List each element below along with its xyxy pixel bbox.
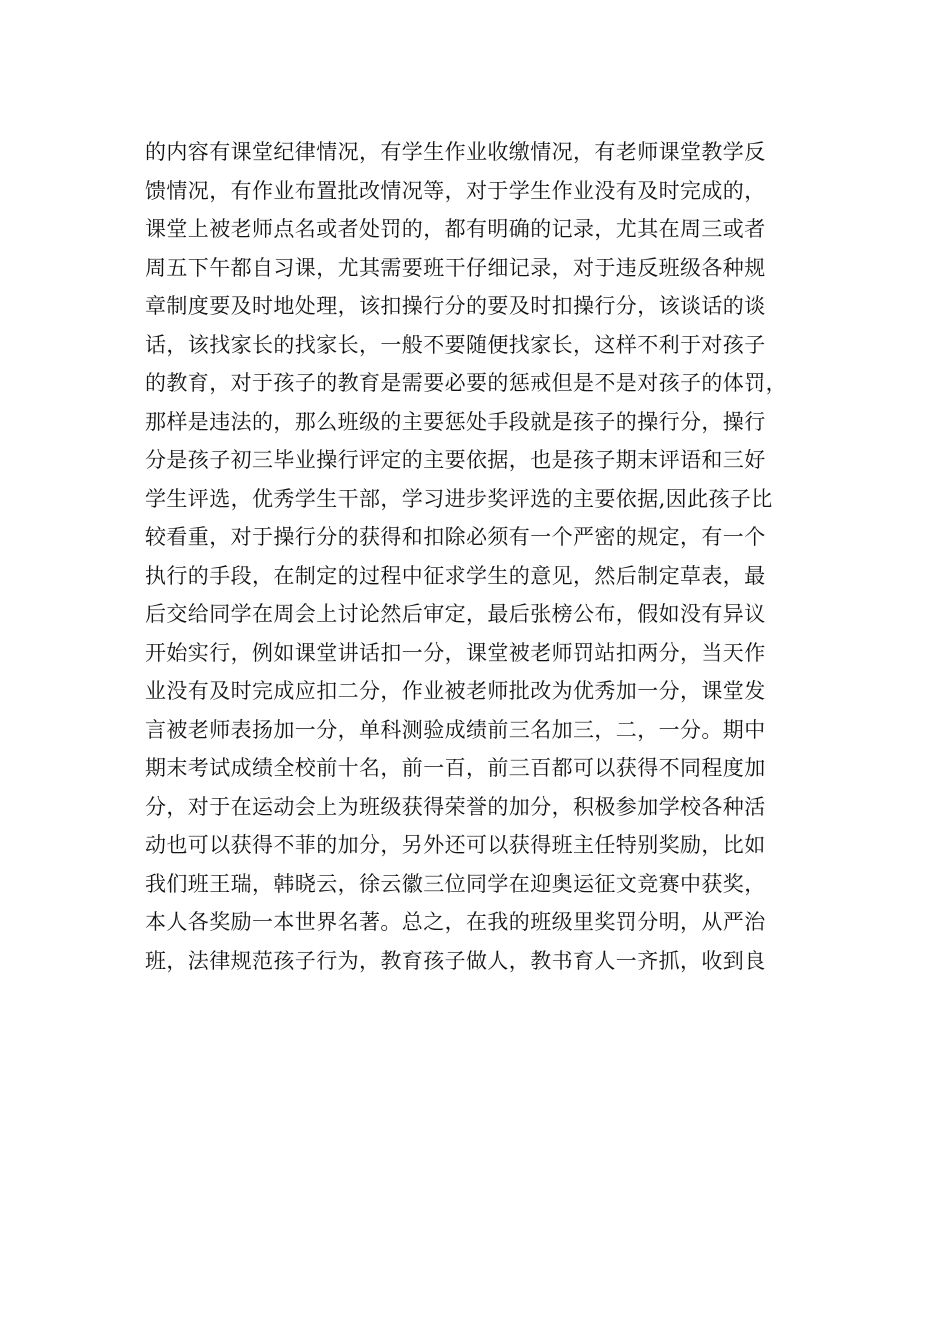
text-line: 动也可以获得不菲的加分，另外还可以获得班主任特别奖励，比如 (145, 833, 766, 857)
text-line: 后交给同学在周会上讨论然后审定，最后张榜公布，假如没有异议 (145, 602, 766, 626)
text-line: 较看重，对于操行分的获得和扣除必须有一个严密的规定，有一个 (145, 525, 766, 549)
text-line: 馈情况，有作业布置批改情况等，对于学生作业没有及时完成的， (145, 178, 766, 203)
text-line: 执行的手段，在制定的过程中征求学生的意见，然后制定草表，最 (145, 563, 766, 588)
text-line: 那样是违法的，那么班级的主要惩处手段就是孩子的操行分，操行 (145, 409, 766, 434)
text-line: 分，对于在运动会上为班级获得荣誉的加分，积极参加学校各种活 (145, 794, 766, 819)
text-line: 周五下午都自习课，尤其需要班干仔细记录，对于违反班级各种规 (145, 255, 766, 280)
text-line: 话，该找家长的找家长，一般不要随便找家长，这样不利于对孩子 (145, 332, 766, 357)
text-line: 章制度要及时地处理，该扣操行分的要及时扣操行分，该谈话的谈 (145, 294, 766, 318)
body-text (145, 133, 815, 980)
text-line: 课堂上被老师点名或者处罚的，都有明确的记录，尤其在周三或者 (145, 217, 766, 241)
text-line: 学生评选，优秀学生干部，学习进步奖评选的主要依据,因此孩子比 (145, 486, 773, 511)
text-line: 分是孩子初三毕业操行评定的主要依据，也是孩子期末评语和三好 (145, 448, 766, 472)
text-line: 期末考试成绩全校前十名，前一百，前三百都可以获得不同程度加 (145, 756, 766, 780)
text-line: 开始实行，例如课堂讲话扣一分，课堂被老师罚站扣两分，当天作 (145, 640, 766, 665)
text-line: 班，法律规范孩子行为，教育孩子做人，教书育人一齐抓，收到良 (145, 948, 766, 973)
text-line: 业没有及时完成应扣二分，作业被老师批改为优秀加一分，课堂发 (145, 679, 766, 703)
text-line: 我们班王瑞，韩晓云，徐云徽三位同学在迎奥运征文竞赛中获奖， (145, 871, 766, 896)
text-line: 的内容有课堂纪律情况，有学生作业收缴情况，有老师课堂教学反 (145, 140, 766, 164)
text-line: 言被老师表扬加一分，单科测验成绩前三名加三，二，一分。期中 (145, 717, 766, 742)
text-line: 本人各奖励一本世界名著。总之，在我的班级里奖罚分明，从严治 (145, 910, 766, 934)
text-line: 的教育，对于孩子的教育是需要必要的惩戒但是不是对孩子的体罚， (145, 371, 787, 395)
